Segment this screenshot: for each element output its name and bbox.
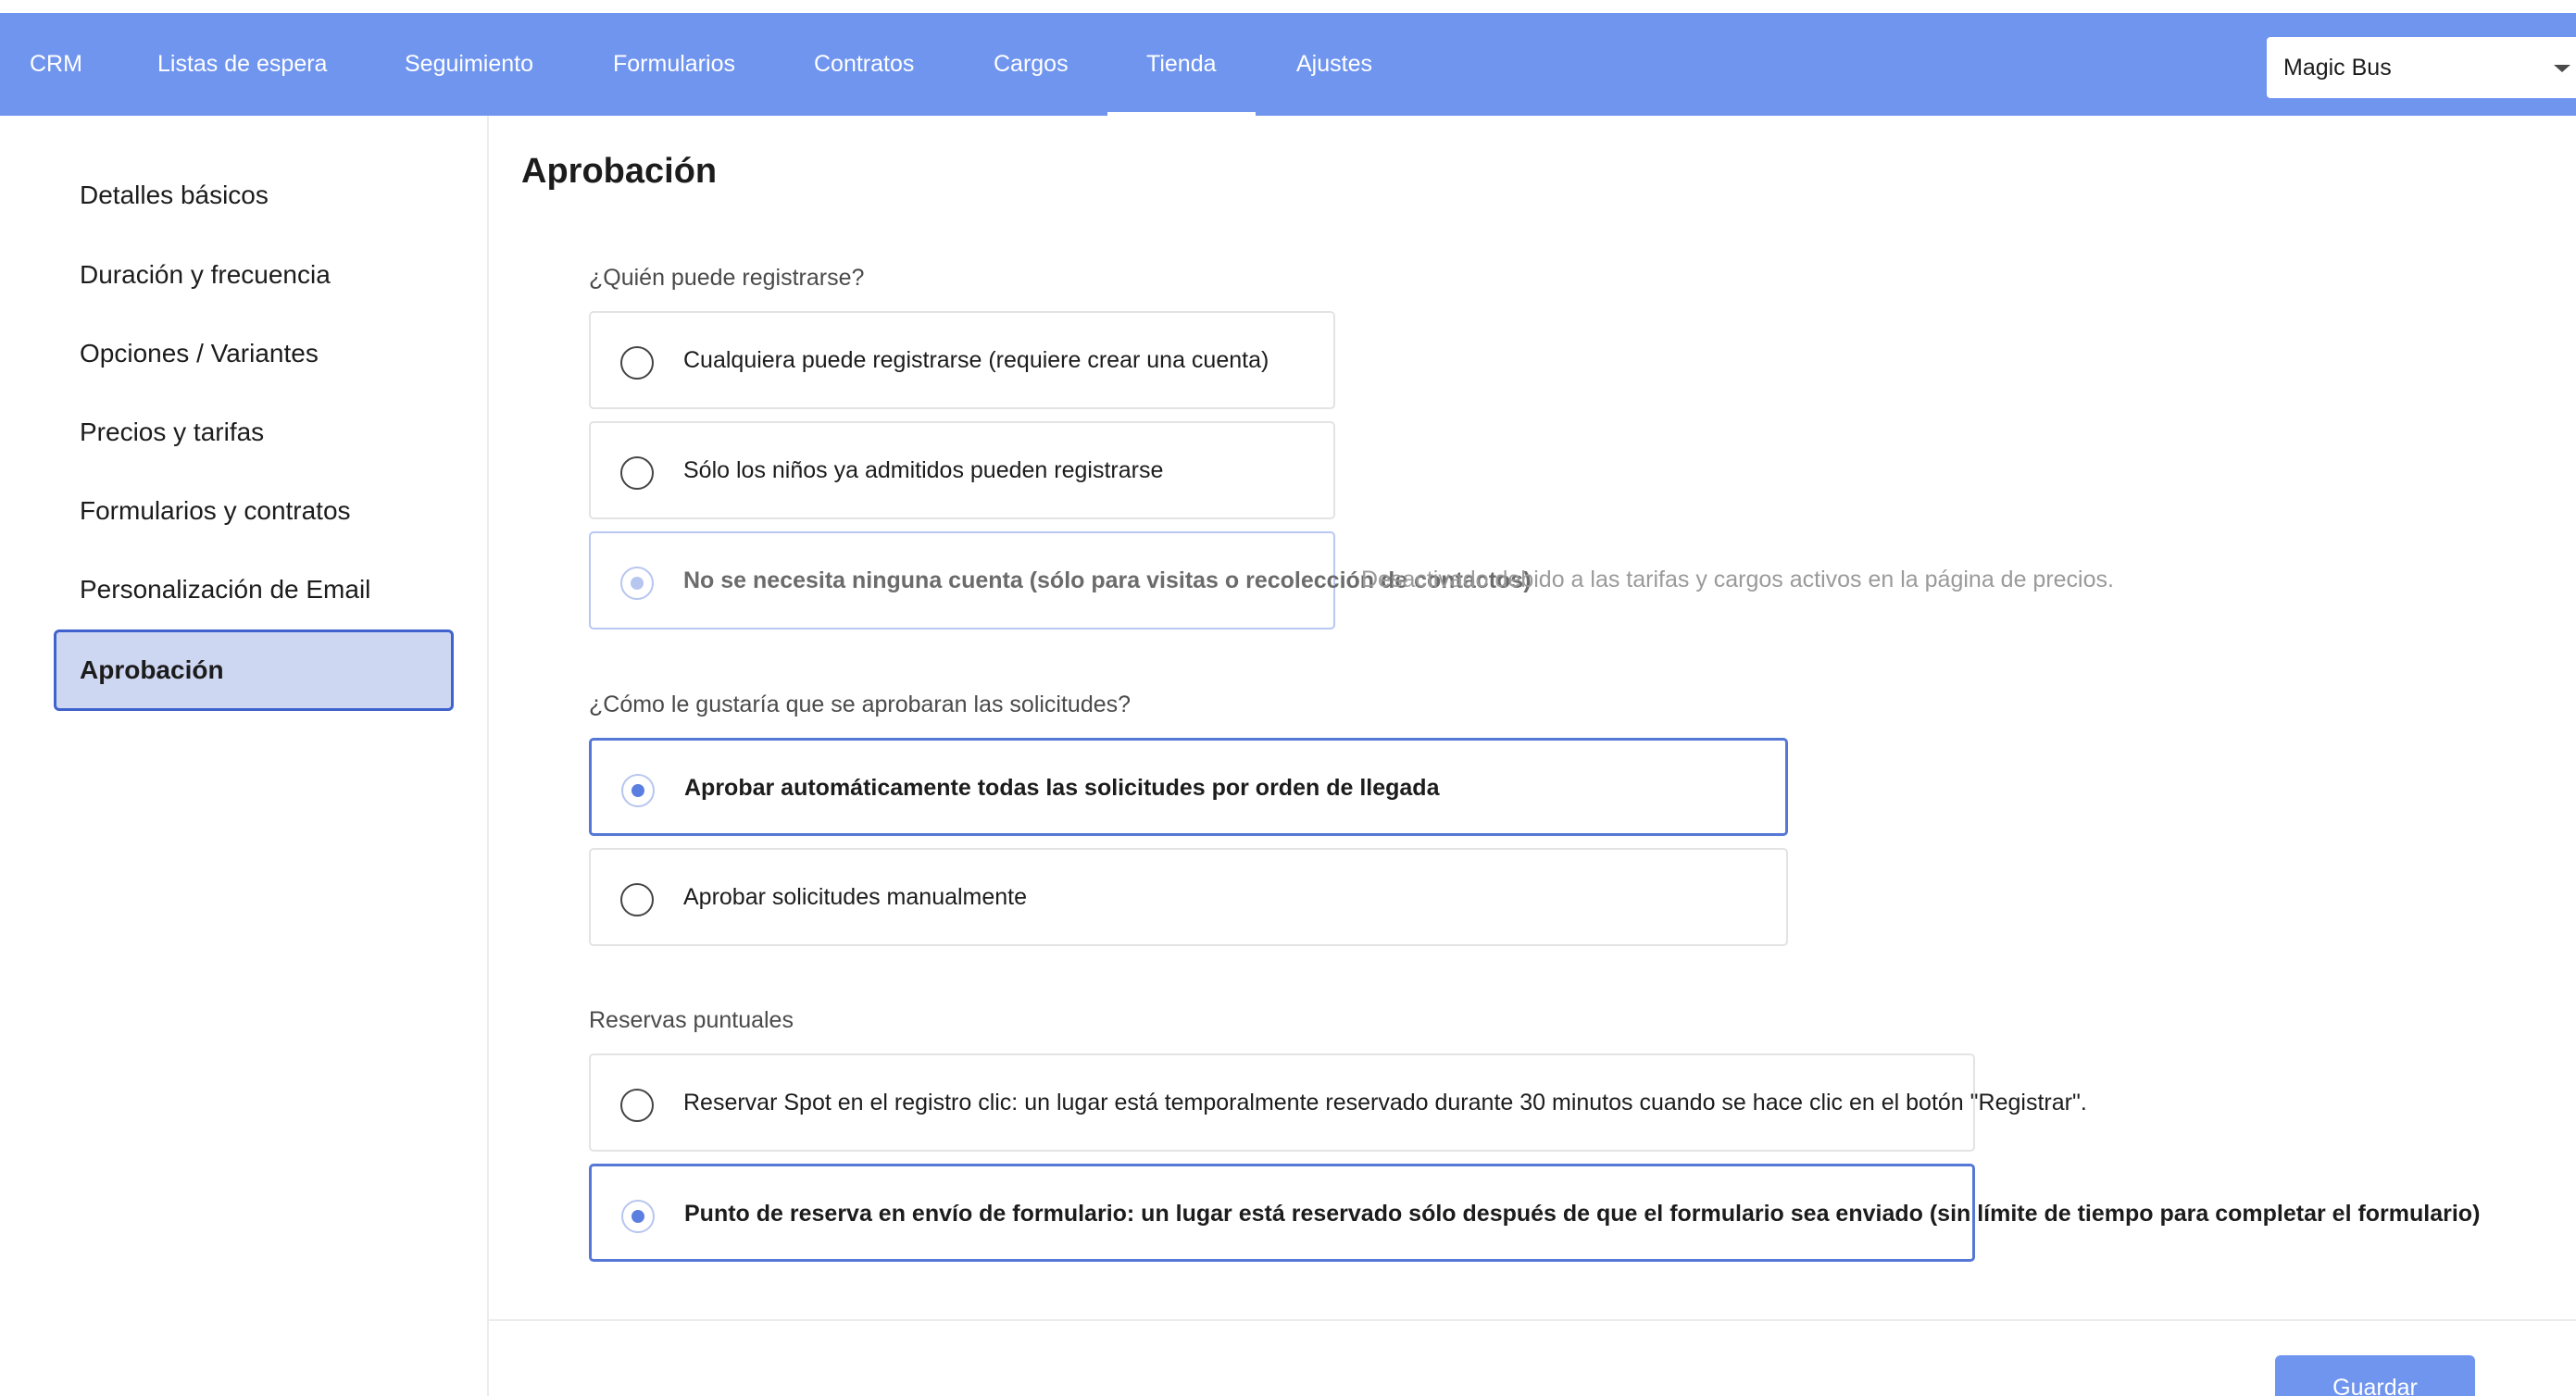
section-label-approval-method: ¿Cómo le gustaría que se aprobaran las solicitudes? — [589, 692, 1132, 717]
sidebar-item-precios-y-tarifas[interactable]: Precios y tarifas — [80, 418, 265, 446]
nav-tab-formularios[interactable]: Formularios — [613, 51, 735, 77]
sidebar-item-formularios-y-contratos[interactable]: Formularios y contratos — [80, 496, 351, 525]
nav-tab-tienda[interactable]: Tienda — [1146, 13, 1217, 116]
radio-selected-dot — [631, 1210, 644, 1223]
radio-selected-dot — [631, 577, 644, 590]
top-navigation-bar — [0, 13, 2576, 116]
option-label: Sólo los niños ya admitidos pueden registrarse — [683, 457, 1164, 483]
option-label: Aprobar automáticamente todas las solicitudes por orden de llegada — [684, 775, 1440, 801]
sidebar-item-duracion-y-frecuencia[interactable]: Duración y frecuencia — [80, 260, 331, 289]
organization-select-value: Magic Bus — [2283, 55, 2392, 81]
disabled-reason-note: Desactivado debido a las tarifas y cargos activos en la página de precios. — [1361, 567, 2114, 592]
radio-button[interactable] — [620, 1089, 654, 1122]
option-reserve-on-register-click[interactable] — [589, 1053, 2087, 1152]
option-label: Cualquiera puede registrarse (requiere crear una cuenta) — [683, 347, 1269, 373]
option-no-account-needed — [589, 531, 1532, 629]
chevron-down-icon — [2554, 65, 2570, 72]
save-button[interactable]: Guardar — [2275, 1355, 2475, 1396]
nav-tab-listas-de-espera[interactable]: Listas de espera — [157, 51, 328, 77]
radio-button[interactable] — [620, 883, 654, 916]
sidebar-item-aprobacion[interactable]: Aprobación — [54, 629, 454, 711]
nav-tab-ajustes[interactable]: Ajustes — [1296, 51, 1372, 77]
option-manual-approve[interactable] — [589, 848, 1788, 946]
option-label: No se necesita ninguna cuenta (sólo para visitas o recolección de contactos) — [683, 567, 1532, 593]
sidebar-item-detalles-basicos[interactable]: Detalles básicos — [80, 181, 269, 209]
option-label: Reservar Spot en el registro clic: un lugar está temporalmente reservado durante 30 minutos cuando se hace clic en el botón "Registrar". — [683, 1090, 2087, 1116]
option-label: Punto de reserva en envío de formulario: un lugar está reservado sólo después de que el formulario sea enviado (sin límite de tiempo para completar el formulario) — [684, 1201, 2481, 1227]
organization-select[interactable] — [2267, 37, 2576, 98]
page-title: Aprobación — [521, 152, 718, 191]
option-anyone-can-register[interactable] — [589, 311, 1335, 409]
section-label-who-can-register: ¿Quién puede registrarse? — [589, 265, 865, 291]
radio-button[interactable] — [620, 456, 654, 490]
radio-button[interactable] — [621, 774, 655, 807]
nav-tab-cargos[interactable]: Cargos — [994, 51, 1069, 77]
footer-divider — [489, 1319, 2576, 1321]
sidebar-item-personalizacion-de-email[interactable]: Personalización de Email — [80, 575, 371, 604]
radio-button[interactable] — [621, 1200, 655, 1233]
sidebar — [0, 116, 489, 1396]
radio-selected-dot — [631, 784, 644, 797]
option-only-admitted-children[interactable] — [589, 421, 1335, 519]
option-reserve-on-form-submit[interactable] — [589, 1164, 2481, 1262]
sidebar-item-opciones-variantes[interactable]: Opciones / Variantes — [80, 339, 319, 368]
radio-button[interactable] — [620, 346, 654, 380]
radio-button — [620, 567, 654, 600]
section-label-reservations: Reservas puntuales — [589, 1007, 794, 1033]
nav-tab-seguimiento[interactable]: Seguimiento — [405, 51, 533, 77]
nav-tab-crm[interactable]: CRM — [30, 51, 82, 77]
nav-tab-contratos[interactable]: Contratos — [814, 51, 915, 77]
option-auto-approve[interactable] — [589, 738, 1788, 836]
option-label: Aprobar solicitudes manualmente — [683, 884, 1028, 910]
